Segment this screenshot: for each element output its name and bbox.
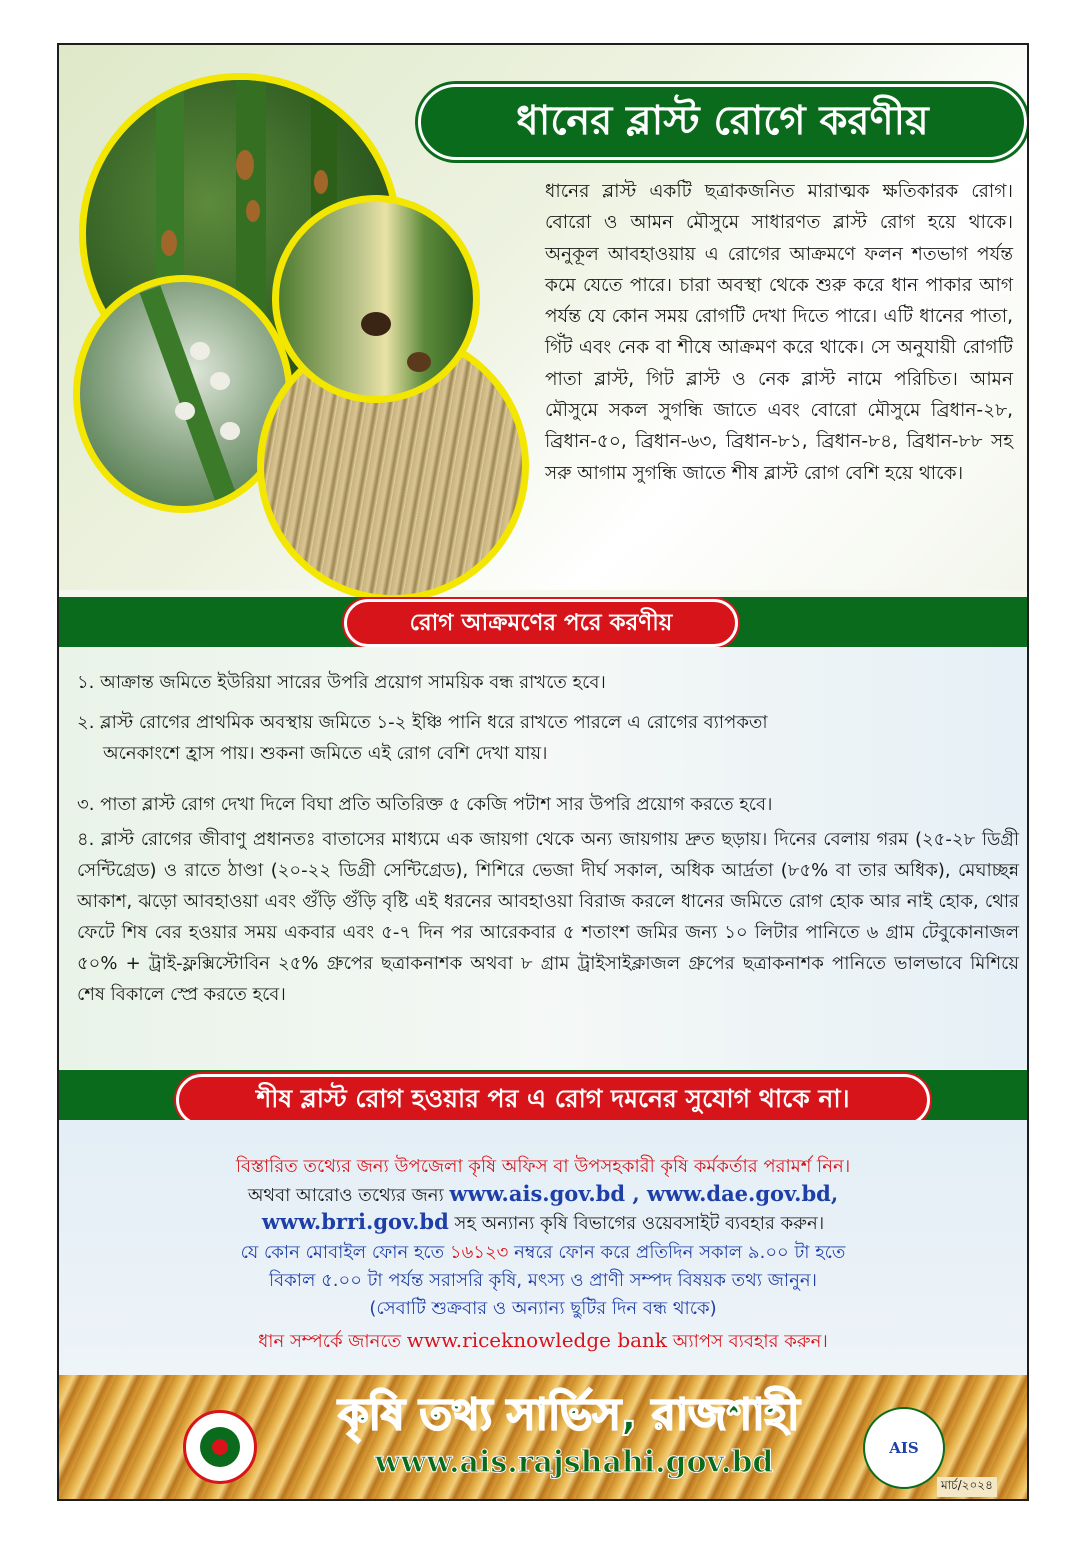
info-line-6: (সেবাটি শুক্রবার ও অন্যান্য ছুটির দিন বন্ধ থাকে) bbox=[369, 1298, 717, 1319]
poster bbox=[57, 43, 1029, 1501]
section-heading: রোগ আক্রমণের পরে করণীয় bbox=[344, 599, 738, 647]
ais-logo-icon bbox=[863, 1407, 945, 1489]
organization-name: কৃষি তথ্য সার্ভিস, রাজশাহী bbox=[338, 1390, 800, 1440]
step-3: ৩. পাতা ব্লাস্ট রোগ দেখা দিলে বিঘা প্রতি অতিরিক্ত ৫ কেজি পটাশ সার উপরি প্রয়োগ করতে হবে। bbox=[77, 794, 773, 815]
step-4: ৪. ব্লাস্ট রোগের জীবাণু প্রধানতঃ বাতাসের মাধ্যমে এক জায়গা থেকে অন্য জায়গায় দ্রুত ছড়ায়। দিনের বেলায় গরম (২৫-২৮ ডিগ্রী সেন্টিগ্রেড) ও রাতে ঠাণ্ডা (২০-২২ ডিগ্রী সেন্টিগ্রেড), শিশিরে ভেজা দীর্ঘ সকাল, অধিক আর্দ্রতা (৮৫% বা তার অধিক), মেঘাচ্ছন্ন আকাশ, ঝড়ো আবহাওয়া এবং গুঁড়ি গুঁড়ি বৃষ্টি এই ধরনের আবহাওয়া বিরাজ করলে ধানের জমিতে রোগ হোক আর নাই হোক, থোর ফেটে শিষ বের হওয়ার সময় একবার এবং ৫-৭ দিন পর আরেকবার ৫ শতাংশ জমির জন্য ১০ লিটার পানিতে ৬ গ্রাম টেবুকোনাজল ৫০% + ট্রাই-ফ্লক্সিস্টোবিন ২৫% গ্রুপের ছত্রাকনাশক অথবা ৮ গ্রাম ট্রাইসাইক্লাজল গ্রুপের ছত্রাকনাশক পানিতে ভালভাবে মিশিয়ে শেষ বিকালে স্প্রে করতে হবে। bbox=[77, 829, 1019, 1005]
info-line-2 bbox=[59, 1180, 1027, 1210]
riceknowledge-link[interactable]: www.riceknowledge bank bbox=[406, 1328, 668, 1352]
info-line-1: বিস্তারিত তথ্যের জন্য উপজেলা কৃষি অফিস বা উপসহকারী কৃষি কর্মকর্তার পরামর্শ নিন। bbox=[235, 1156, 851, 1177]
info-line-5: বিকাল ৫.০০ টা পর্যন্ত সরাসরি কৃষি, মৎস্য ও প্রাণী সম্পদ বিষয়ক তথ্য জানুন। bbox=[268, 1270, 817, 1291]
info-line-2-prefix: অথবা আরোও তথ্যের জন্য bbox=[247, 1185, 444, 1206]
poster-title bbox=[418, 84, 1027, 160]
info-line-7-suffix: অ্যাপস ব্যবহার করুন। bbox=[672, 1331, 828, 1352]
publish-date: মার্চ/২০২৪ bbox=[937, 1477, 997, 1497]
header-panel bbox=[59, 45, 1027, 590]
step-2-line-2: অনেকাংশে হ্রাস পায়। শুকনা জমিতে এই রোগ বেশি দেখা যায়। bbox=[103, 743, 548, 764]
ais-logo-text: AIS bbox=[889, 1439, 919, 1457]
info-line-7 bbox=[59, 1326, 1027, 1356]
poster-title-text: ধানের ব্লাস্ট রোগে করণীয় bbox=[516, 97, 929, 144]
info-line-2-sites[interactable]: www.ais.gov.bd , www.dae.gov.bd, bbox=[449, 1181, 839, 1206]
node-blast-photo bbox=[272, 195, 480, 403]
info-line-3 bbox=[59, 1208, 1027, 1238]
info-line-4 bbox=[59, 1239, 1027, 1267]
info-line-3-suffix: সহ অন্যান্য কৃষি বিভাগের ওয়েবসাইট ব্যবহার করুন। bbox=[454, 1213, 825, 1234]
info-line-7-prefix: ধান সম্পর্কে জানতে bbox=[258, 1331, 402, 1352]
warning-banner: শীষ ব্লাস্ট রোগ হওয়ার পর এ রোগ দমনের সুযোগ থাকে না। bbox=[176, 1074, 930, 1126]
government-seal-icon bbox=[183, 1410, 257, 1484]
brri-link[interactable]: www.brri.gov.bd bbox=[261, 1209, 449, 1234]
intro-paragraph: ধানের ব্লাস্ট একটি ছত্রাকজনিত মারাত্মক ক্ষতিকারক রোগ। বোরো ও আমন মৌসুমে সাধারণত ব্লাস্ট রোগ হয়ে থাকে। অনুকূল আবহাওয়ায় এ রোগের আক্রমণে ফলন শতভাগ পর্যন্ত কমে যেতে পারে। চারা অবস্থা থেকে শুরু করে ধান পাকার আগ পর্যন্ত যে কোন সময় রোগটি দেখা দিতে পারে। এটি ধানের পাতা, গিঁট এবং নেক বা শীষে আক্রমণ করে থাকে। সে অনুযায়ী রোগটি পাতা ব্লাস্ট, গিট ব্লাস্ট ও নেক ব্লাস্ট নামে পরিচিত। আমন মৌসুমে সকল সুগন্ধি জাতে এবং বোরো মৌসুমে ব্রিধান-২৮, ব্রিধান-৫০, ব্রিধান-৬৩, ব্রিধান-৮১, ব্রিধান-৮৪, ব্রিধান-৮৮ সহ সরু আগাম সুগন্ধি জাতে শীষ ব্লাস্ট রোগ বেশি হয়ে থাকে। bbox=[545, 181, 1013, 484]
step-2 bbox=[77, 707, 1019, 769]
organization-website[interactable]: www.ais.rajshahi.gov.bd bbox=[374, 1445, 774, 1480]
info-line-4-suffix: নম্বরে ফোন করে প্রতিদিন সকাল ৯.০০ টা হতে bbox=[514, 1242, 846, 1263]
info-line-4-prefix: যে কোন মোবাইল ফোন হতে bbox=[240, 1242, 445, 1263]
step-2-line-1: ২. ব্লাস্ট রোগের প্রাথমিক অবস্থায় জমিতে ১-২ ইঞ্চি পানি ধরে রাখতে পারলে এ রোগের ব্যাপকতা bbox=[77, 712, 768, 733]
hotline-number: ১৬১২৩ bbox=[449, 1242, 509, 1263]
step-1: ১. আক্রান্ত জমিতে ইউরিয়া সারের উপরি প্রয়োগ সাময়িক বন্ধ রাখতে হবে। bbox=[77, 672, 606, 693]
